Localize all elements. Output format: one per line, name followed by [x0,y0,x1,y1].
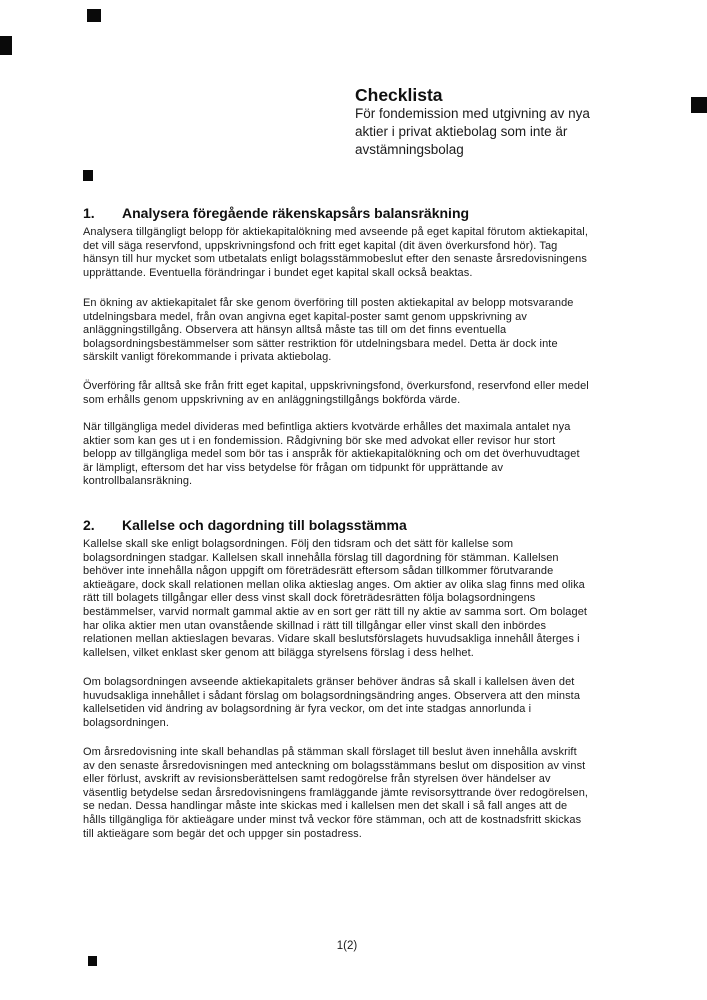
text-line: bolagsordningen. [83,716,170,729]
text-line: avstämningsbolag [355,142,464,157]
text-line: bolagsordningsbestämmelser som sätter restriktion för utdelningsbara medel. Detta är dock inte [83,337,558,350]
section-1-heading [83,205,469,222]
section-1-paragraph [83,380,683,407]
text-line: upprättande. Eventuella förändringar i bundet eget kapital skall också beaktas. [83,266,473,279]
section-1-number: 1. [83,205,95,221]
text-line: bolagsordningen stadgar. Kallelsen skall innehålla förslag till dagordning för stämman. Kallelsen [83,551,559,564]
document-subtitle [355,105,590,159]
text-line: En ökning av aktiekapitalet får ske genom överföring till posten aktiekapital av belopp motsvarande [83,297,574,309]
text-line: utdelningsbara medel, från ovan angivna eget kapital-poster samt genom uppskrivning av [83,310,527,323]
scan-artifact [0,36,12,55]
section-2-paragraph [83,676,683,730]
text-line: Kallelse skall ske enligt bolagsordningen. Följ den tidsram och det sätt för kallelse som [83,538,514,550]
text-line: rätt till bolagets tillgångar eller dess vinst skall dock företrädesrätten följa bolagsordningens [83,592,536,605]
title-block [355,85,590,159]
document-title: Checklista [355,85,443,105]
section-1-title: Analysera föregående räkenskapsårs balansräkning [122,205,470,221]
text-line: det vill säga reservfond, uppskrivningsfond och fritt eget kapital (dit även överkursfond hör). Tag [83,239,558,252]
page-number: 1(2) [336,940,358,952]
text-line: hänsyn till hur mycket som utbetalats enligt bolagsstämmobeslut efter den senaste årsredovisningens [83,253,587,266]
text-line: har olika aktier men utan ovanstående skillnad i rätt till tillgångar eller vinst skall den inbördes [83,619,547,632]
text-line: kallelsetiden vid ändring av bolagsordning är fyra veckor, om det inte stadgas annorlunda i [83,703,532,716]
text-line: eller förlust, avskrift av revisionsberättelsen samt redogörelse från styrelsen över händelser av [83,773,551,786]
text-line: kontrollbalansräkning. [83,475,193,488]
text-line: hålls tillgängliga för aktieägare under minst två veckor före stämman, och att de kostnadsfritt skickas [83,813,582,826]
text-line: aktier i privat aktiebolag som inte är [355,124,568,139]
scan-artifact [691,97,707,113]
text-line: Om årsredovisning inte skall behandlas på stämman skall förslaget till beslut även innehålla avskrift [83,746,577,758]
section-1-paragraph [83,226,683,280]
section-2-paragraph [83,538,683,660]
text-line: se nedan. Dessa handlingar måste inte skickas med i kallelsen men det skall i så fall anges att de [83,800,568,813]
text-line: särskilt vanligt förekommande i privata aktiebolag. [83,351,332,364]
section-1-paragraph [83,421,683,489]
text-line: till aktieägare som begär det och uppger sin postadress. [83,827,362,840]
text-line: belopp av tillgängliga medel som bör tas i anspråk för aktiekapitalökning och om det överhuvudtaget [83,448,580,461]
section-2-number: 2. [83,517,95,533]
section-2-title: Kallelse och dagordning till bolagsstämma [122,517,407,533]
text-line: huvudsakliga innehållet i sådant förslag om bolagsordningsändring anges. Observera att den minsta [83,689,581,702]
text-line: är lämpligt, eftersom det har viss betydelse för frågan om tidpunkt för upprättande av [83,461,504,474]
text-line: behöver inte innehålla någon uppgift om företrädesrätt eftersom sådan tillkommer förutvarande [83,565,554,578]
scan-artifact [88,956,97,966]
text-line: aktieägare, dock skall relationen mellan olika aktieslag anges. Om aktier av olika slag finns med olika [83,578,585,591]
section-1-paragraph [83,297,683,365]
section-2-heading [83,517,407,534]
text-line: Analysera tillgängligt belopp för aktiekapitalökning med avseende på eget kapital förutom aktiekapital, [83,226,588,238]
text-line: För fondemission med utgivning av nya [355,106,590,121]
text-line: Överföring får alltså ske från fritt eget kapital, uppskrivningsfond, överkursfond, reservfond eller medel [83,380,589,392]
text-line: av den senaste årsredovisningen med anteckning om bolagsstämmans beslut om disposition av vinst [83,759,586,772]
text-line: relationen mellan aktieslagen bevaras. Vidare skall beslutsförslagets huvudsakliga innehåll återges i [83,633,580,646]
text-line: När tillgängliga medel divideras med befintliga aktiers kvotvärde erhålles det maximala antalet nya [83,421,571,433]
text-line: anläggningstillgång. Observera att hänsyn alltså måste tas till om det finns eventuella [83,324,507,337]
scan-artifact [83,170,93,181]
section-2-paragraph [83,746,683,841]
text-line: kallelsen, vilket enklast sker genom att bilägga styrelsens förslag i dess helhet. [83,646,474,659]
text-line: bestämmelser, varvid normalt gammal aktie av en sort ger rätt till ny aktie av samma sort. Om bolaget [83,605,588,618]
text-line: som erhålls genom uppskrivning av en anläggningstillgångs bokförda värde. [83,393,461,406]
text-line: väsentlig betydelse sedan årsredovisningens framläggande jämte revisorsyttrande över redogörelsen, [83,786,589,799]
text-line: Om bolagsordningen avseende aktiekapitalets gränser behöver ändras så skall i kallelsen även det [83,676,575,688]
text-line: aktier som kan ges ut i en fondemission. Rådgivning bör ske med advokat eller revisor hur stort [83,434,556,447]
scan-artifact [87,9,101,22]
